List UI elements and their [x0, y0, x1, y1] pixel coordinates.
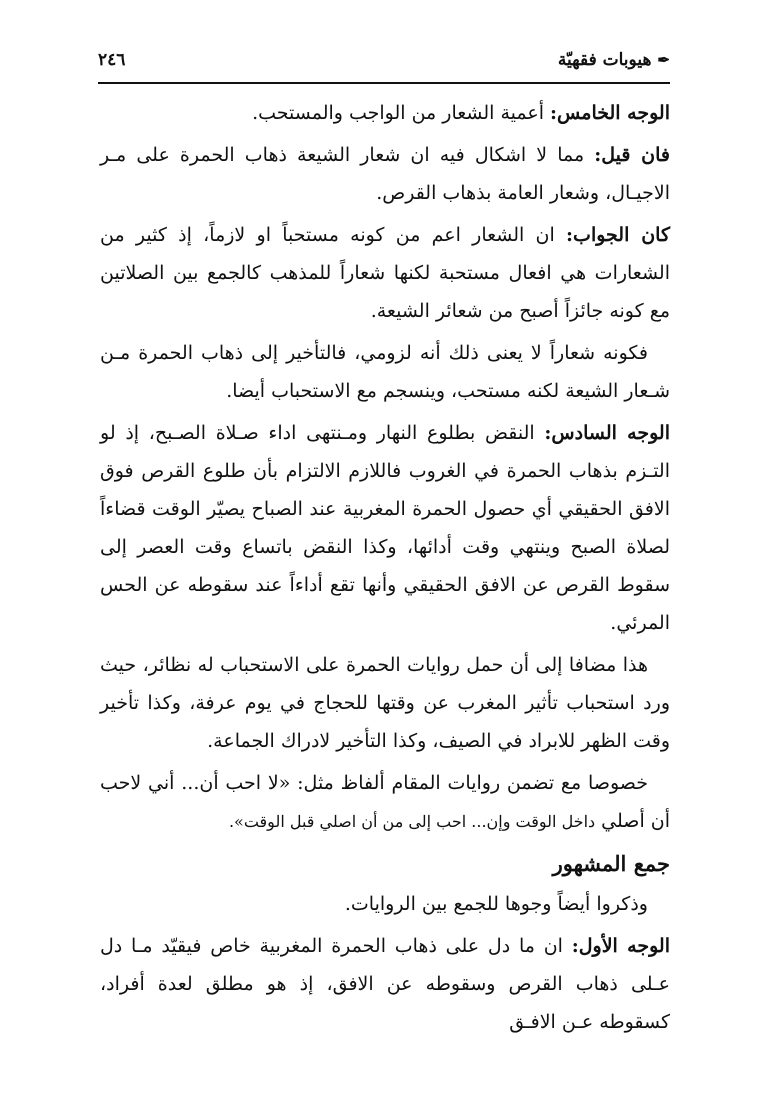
paragraph-text: مما لا اشكال فيه ان شعار الشيعة ذهاب الحمرة على مـر الاجيـال، وشعار العامة بذهاب القرص.	[100, 144, 670, 204]
paragraph-text: ان ما دل على ذهاب الحمرة المغربية خاص فيقيّد مـا دل عـلى ذهاب القرص وسقوطه عن الافق، إذ هو مطلق لعدة أفراد، كسقوطه عـن الافـق	[100, 935, 670, 1033]
paragraph-symbol-note: فكونه شعاراً لا يعنى ذلك أنه لزومي، فالتأخير إلى ذهاب الحمرة مـن شـعار الشيعة لكنه مستحب، وينسجم مع الاستحباب أيضا.	[100, 342, 670, 402]
paragraph-text: ان الشعار اعم من كونه مستحباً او لازماً، إذ كثير من الشعارات هي افعال مستحبة لكنها شعاراً للمذهب كالجمع بين الصلاتين مع كونه جائزاً أصبح من شعائر الشيعة.	[100, 224, 670, 322]
paragraph-additional-note: هذا مضافا إلى أن حمل روايات الحمرة على الاستحباب له نظائر، حيث ورد استحباب تأثير المغرب عن وقتها للحجاج في يوم عرفة، وكذا تأخير وقت الظهر للابراد في الصيف، وكذا التأخير لادراك الجماعة.	[100, 654, 670, 752]
paragraph-text: أعمية الشعار من الواجب والمستحب.	[252, 102, 551, 124]
paragraph-intro: وذكروا أيضاً وجوها للجمع بين الروايات.	[344, 893, 648, 915]
paragraph-first-aspect	[100, 927, 670, 1041]
section-heading: جمع المشهور	[552, 851, 670, 876]
paragraph-label: كان الجواب:	[566, 224, 670, 246]
page-number: ٢٤٦	[98, 50, 126, 70]
paragraph-label: الوجه الأول:	[571, 935, 670, 957]
paragraph-quote	[100, 764, 670, 841]
paragraph-text: خصوصا مع تضمن روايات المقام ألفاظ مثل: «لا احب أن... أني لاحب أن أصلي	[100, 772, 670, 832]
running-title	[558, 50, 670, 70]
quill-icon: ✒	[657, 51, 670, 69]
body-text	[100, 94, 670, 1045]
quoted-narration: داخل الوقت وإن... احب إلى من أن اصلي قبل الوقت».	[228, 812, 596, 831]
paragraph-label: الوجه الخامس:	[550, 102, 670, 124]
paragraph-objection	[100, 136, 670, 212]
paragraph-text: النقض بطلوع النهار ومـنتهى اداء صـلاة الصـبح، إذ لو التـزم بذهاب الحمرة في الغروب فاللازم الالتزام بأن طلوع القرص فوق الافق الحقيقي أي حصول الحمرة المغربية عند الصباح يصيّر الوقت قضاءاً لصلاة الصبح وينتهي وقت أدائها، وكذا النقض باتساع وقت العصر إلى سقوط القرص عن الافق الحقيقي وأنها تقع أداءاً عند سقوطه عن الحس المرئي.	[100, 422, 670, 634]
running-title-text: هيوبات فقهيّة	[557, 50, 652, 70]
page-header	[98, 44, 670, 84]
paragraph-label: الوجه السادس:	[544, 422, 670, 444]
paragraph-sixth-aspect	[100, 414, 670, 642]
paragraph-fifth-aspect	[100, 94, 670, 132]
paragraph-label: فان قيل:	[594, 144, 670, 166]
paragraph-answer	[100, 216, 670, 330]
